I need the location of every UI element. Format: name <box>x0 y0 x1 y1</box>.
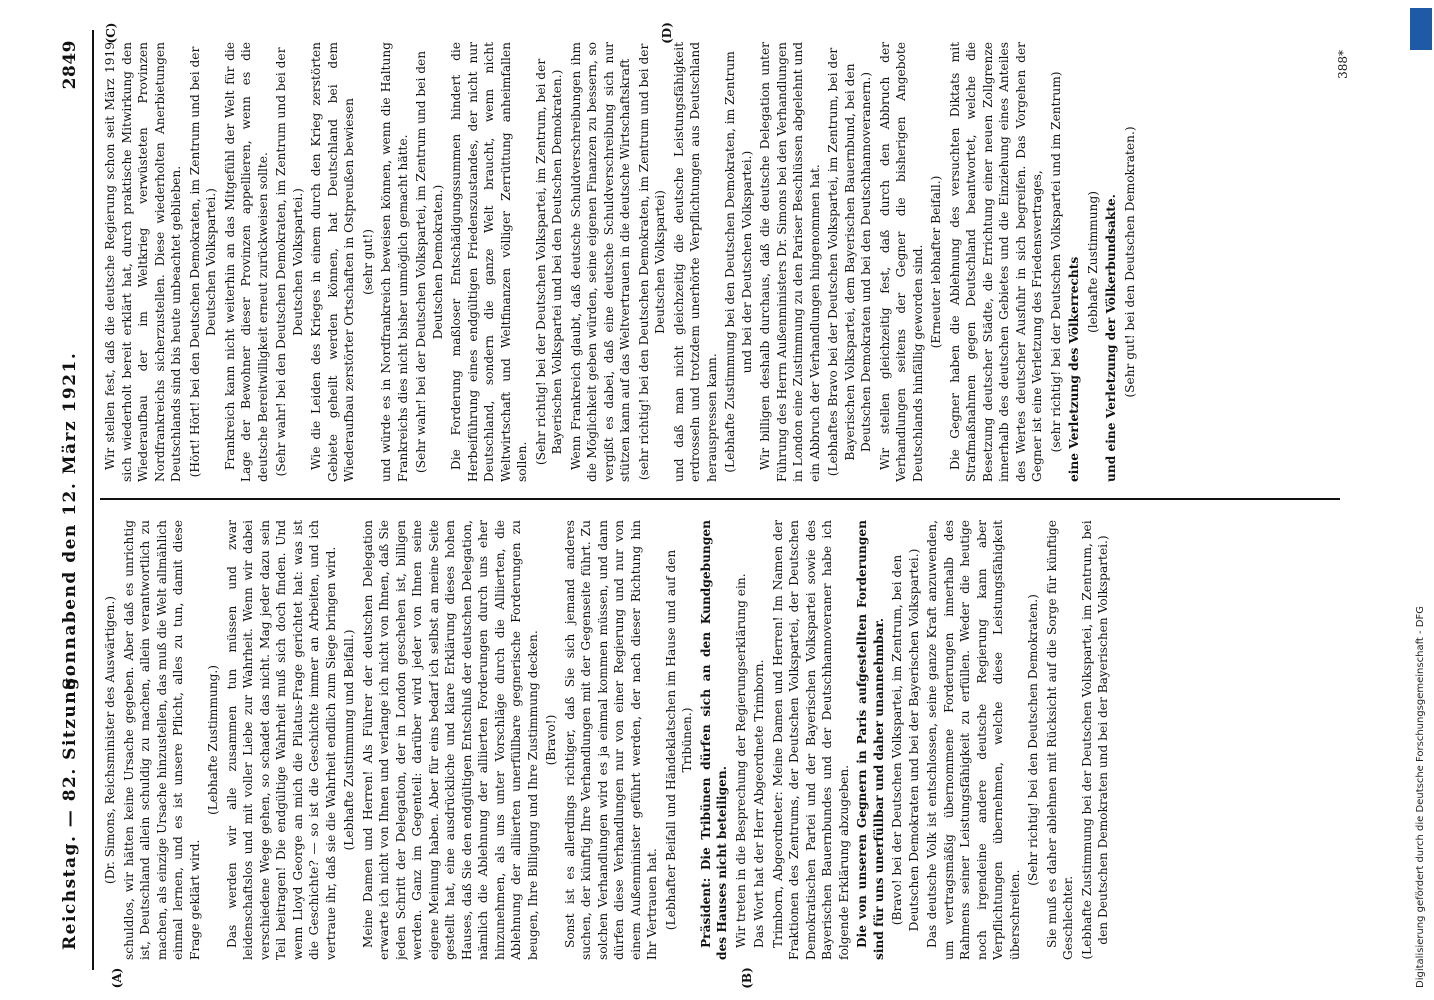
stamp-text: Digitalisierung gefördert durch die Deutsche Forschungsgemeinschaft - DFG <box>1415 605 1426 988</box>
interjection: (Lebhaftes Bravo bei der Deutschen Volkspartei, im Zentrum, bei der Bayerischen Volkspartei, dem Bayerischen Bauernbund, bei den Deutschen Demokraten und bei den Deutschhannoveranern.) <box>826 47 873 477</box>
paragraph: und daß man nicht gleichzeitig die deutsche Leistungsfähigkeit erdrosseln und trotzdem unerhörte Verpflichtungen aus Deutschland herauspressen kann. <box>671 42 719 482</box>
interjection: (sehr gut!) <box>360 229 375 295</box>
paragraph: Präsident: Die Tribünen dürfen sich an den Kundgebungen des Hauses nicht beteiligen. <box>698 520 729 960</box>
header-center: Sonnabend den 12. März 1921. <box>60 351 80 690</box>
interjection: (Lebhafte Zustimmung bei der Deutschen Volkspartei, im Zentrum, bei den Deutschen Demokraten und bei der Bayerischen Volkspartei.) <box>1079 520 1110 960</box>
margin-mark-a: (A) <box>110 967 124 989</box>
paragraph: schuldlos, wir hätten keine Ursache gegeben. Aber daß es unrichtig ist, Deutschland allein schuldig zu machen, allein verantwortlich zu machen, als einzige Ursache hinzustellen, das muß die Welt allmählich einmal lernen, und es ist unsere Pflicht, alles zu tun, damit diese Frage geklärt wird. <box>121 520 202 960</box>
paragraph: Wir treten in die Besprechung der Regierungserklärung ein. <box>733 573 748 948</box>
margin-mark-c: (C) <box>104 22 118 44</box>
page-number: 2849 <box>60 40 80 90</box>
paragraph: Das werden wir alle zusammen tun müssen und zwar leidenschaftslos und mit voller Liebe zur Wahrheit. Wenn wir dabei verschiedene Wege gehen, so schadet das nicht. Mag jeder dazu sein Teil beitragen! Die endgültige Wahrheit muß sich doch finden. Und wenn Lloyd George an mich die Pilatus-Frage gerichtet hat: was ist die Geschichte? — so ist die Geschichte immer an Arbeiten, und ich vertraue ihr, daß sie die Wahrheit endlich zum Siege bringen wird. <box>224 520 338 960</box>
paragraph: Das Wort hat der Herr Abgeordnete Trimborn. <box>752 659 766 948</box>
paragraph: und würde es in Nordfrankreich beweisen können, wenn die Haltung Frankreichs dies nicht bisher unmöglich gemacht hätte. <box>379 42 410 482</box>
paragraph: Die Gegner haben die Ablehnung des versuchten Diktats mit Strafmaßnahmen gegen Deutschland beantwortet, welche die Besetzung deutscher Städte, die Errichtung einer neuen Zollgrenze innerhalb des deutschen Gebietes und die Einziehung eines Anteiles des Wertes deutscher Ausfuhr in sich begreifen. Das Vorgehen der Gegner ist eine Verletzung des Friedensvertrages, <box>947 42 1044 482</box>
interjection: (sehr richtig! bei der Deutschen Volkspartei und im Zentrum) <box>1048 71 1063 453</box>
speaker-note: (Dr. Simons, Reichsminister des Auswärtigen.) <box>103 595 117 885</box>
paragraph: Frankreich kann nicht weiterhin an das Mitgefühl der Welt für die Lage der Bewohner dieser Provinzen appellieren, wenn es die deutsche Bereitwilligkeit erneut zurückweisen sollte. <box>222 42 270 482</box>
paragraph: Trimborn, Abgeordneter: Meine Damen und Herren! Im Namen der Fraktionen des Zentrums, der Deutschen Volkspartei, der Deutschen Demokratischen Partei und der Bayerischen Volkspartei sowie des Bayerischen Bauernbundes und der Deutschhannoveraner habe ich folgende Erklärung abzugeben. <box>770 520 851 960</box>
left-column <box>102 520 1337 960</box>
paragraph: Wir stellen fest, daß die deutsche Regierung schon seit März 1919 sich wiederholt bereit erklärt hat, durch praktische Mitwirkung den Wiederaufbau der im Weltkrieg verwüsteten Provinzen Nordfrankreichs sicherzustellen. Diese wiederholten Anerbietungen Deutschlands sind bis heute unbeachtet geblieben. <box>103 42 183 482</box>
paragraph: Die von unseren Gegnern in Paris aufgestellten Forderungen sind für uns unerfüllbar und daher unannehmbar. <box>855 520 886 960</box>
paragraph: eine Verletzung des Völkerrechts <box>1067 256 1081 482</box>
header-rule <box>92 30 94 970</box>
paragraph: Sie muß es daher ablehnen mit Rücksicht auf die Sorge für künftige Geschlechter. <box>1044 520 1075 960</box>
page-body <box>40 22 1380 989</box>
paragraph: Sonst ist es allerdings richtiger, daß Sie sich jemand anderes suchen, der künftig Ihre Verhandlungen mit der Gegenseite führt. Zu solchen Verhandlungen wird es ja einmal kommen müssen, und dann dürfen diese Verhandlungen nur von einer Regierung und nur von einem Außenminister geführt werden, der nach dieser Richtung hin Ihr Vertrauen hat. <box>562 520 659 960</box>
interjection: (Lebhafte Zustimmung bei den Deutschen Demokraten, im Zentrum und bei der Deutschen Volkspartei.) <box>723 51 754 473</box>
interjection: (Lebhafte Zustimmung und Beifall.) <box>342 629 356 851</box>
interjection: (Lebhafter Beifall und Händeklatschen im Hause und auf den Tribünen.) <box>663 549 694 931</box>
interjection: (Sehr richtig! bei den Deutschen Demokraten.) <box>1026 594 1040 886</box>
interjection: (Sehr wahr! bei der Deutschen Volkspartei, im Zentrum und bei den Deutschen Demokraten.) <box>414 50 445 474</box>
running-header <box>60 30 100 970</box>
column-rule <box>100 498 1340 500</box>
interjection: (Bravo! bei der Deutschen Volkspartei, im Zentrum, bei den Deutschen Demokraten und bei der Bayerischen Volkspartei.) <box>890 548 921 932</box>
interjection: (Bravo!) <box>544 714 558 766</box>
paragraph: Wir stellen gleichzeitig fest, daß durch den Abbruch der Verhandlungen seitens der Gegner die bisherigen Angebote Deutschlands hinfällig geworden sind. <box>877 42 925 482</box>
paragraph: Meine Damen und Herren! Als Führer der deutschen Delegation erwarte ich nicht von Ihnen und verlange ich nicht von Ihnen, daß Sie jeden Schritt der Delegation, der in London geschehen ist, billigen werden. Ganz im Gegenteil: darüber wird jeder von Ihnen seine eigene Meinung haben. Aber für eins bedarf ich selbst an meine Seite gestellt hat, eine ausdrückliche und klare Erklärung dieses hohen Hauses, daß Sie den endgültigen Entschluß der deutschen Delegation, nämlich die Ablehnung der alliierten Forderungen durch uns eher hinzunehmen, als uns unter Vorschläge durch die Alliierten, die Ablehnung der alliierten unerfüllbare gegnerische Forderungen zu beugen, Ihre Billigung und Ihre Zustimmung decken. <box>360 520 540 960</box>
interjection: (Lebhafte Zustimmung.) <box>206 664 220 816</box>
footer-mark: 388* <box>1336 50 1350 79</box>
interjection: (Sehr richtig! bei der Deutschen Volkspartei, im Zentrum, bei der Bayerischen Volkspartei und bei den Deutschen Demokraten.) <box>533 58 564 466</box>
interjection: (lebhafte Zustimmung) <box>1085 191 1100 334</box>
header-left: Reichstag. — 82. Sitzung. <box>60 669 80 950</box>
paragraph: Wie die Leiden des Krieges in einem durch den Krieg zerstörten Gebiete geheilt werden können, hat Deutschland bei dem Wiederaufbau zerstörter Ortschaften in Ostpreußen bewiesen <box>309 42 356 482</box>
margin-mark-b: (B) <box>740 967 754 989</box>
interjection: (Hört! Hört! bei den Deutschen Demokraten, im Zentrum und bei der Deutschen Volkspartei.) <box>187 46 218 478</box>
paragraph: Wir billigen deshalb durchaus, daß die deutsche Delegation unter Führung des Herrn Außenministers Dr. Simons bei den Verhandlungen in London eine Zustimmung zu den Pariser Beschlüssen abgelehnt und ein Abbruch der Verhandlungen hingenommen hat. <box>758 42 822 482</box>
paragraph: Wenn Frankreich glaubt, daß deutsche Schuldverschreibungen ihm die Möglichkeit geben würden, seine eigenen Finanzen zu bessern, so vergißt es dabei, daß eine deutsche Schuldverschreibung sich nur stützen kann auf das Weltvertrauen in die deutsche Wirtschaftskraft <box>568 42 632 482</box>
paragraph: und eine Verletzung der Völkerbundsakte. <box>1104 194 1118 482</box>
right-column <box>102 42 1337 482</box>
paragraph: Das deutsche Volk ist entschlossen, seine ganze Kraft anzuwenden, um vertragsmäßig übernommene Forderungen innerhalb des Rahmens seiner Leistungsfähigkeit zu erfüllen. Weder die heutige noch irgendeine andere deutsche Regierung kann aber Verpflichtungen übernehmen, welche diese Leistungsfähigkeit überschreiten. <box>925 520 1022 960</box>
paragraph: Die Forderung maßloser Entschädigungssummen hindert die Herbeiführung eines endgültigen Friedenszustandes, der nicht nur Deutschland, sondern die ganze Welt braucht, wenn nicht Weltwirtschaft und Weltfinanzen völliger Zerrüttung anheimfallen sollen. <box>449 42 529 482</box>
interjection: (Erneuter lebhafter Beifall.) <box>929 175 943 349</box>
interjection: (Sehr wahr! bei den Deutschen Demokraten, im Zentrum und bei der Deutschen Volkspartei.) <box>274 47 305 477</box>
digitization-stamp <box>1410 8 1432 988</box>
interjection: (sehr richtig! bei den Deutschen Demokraten, im Zentrum und bei der Deutschen Volkspartei) <box>636 43 667 481</box>
interjection: (Sehr gut! bei den Deutschen Demokraten.) <box>1122 126 1137 398</box>
margin-mark-d: (D) <box>660 22 674 44</box>
